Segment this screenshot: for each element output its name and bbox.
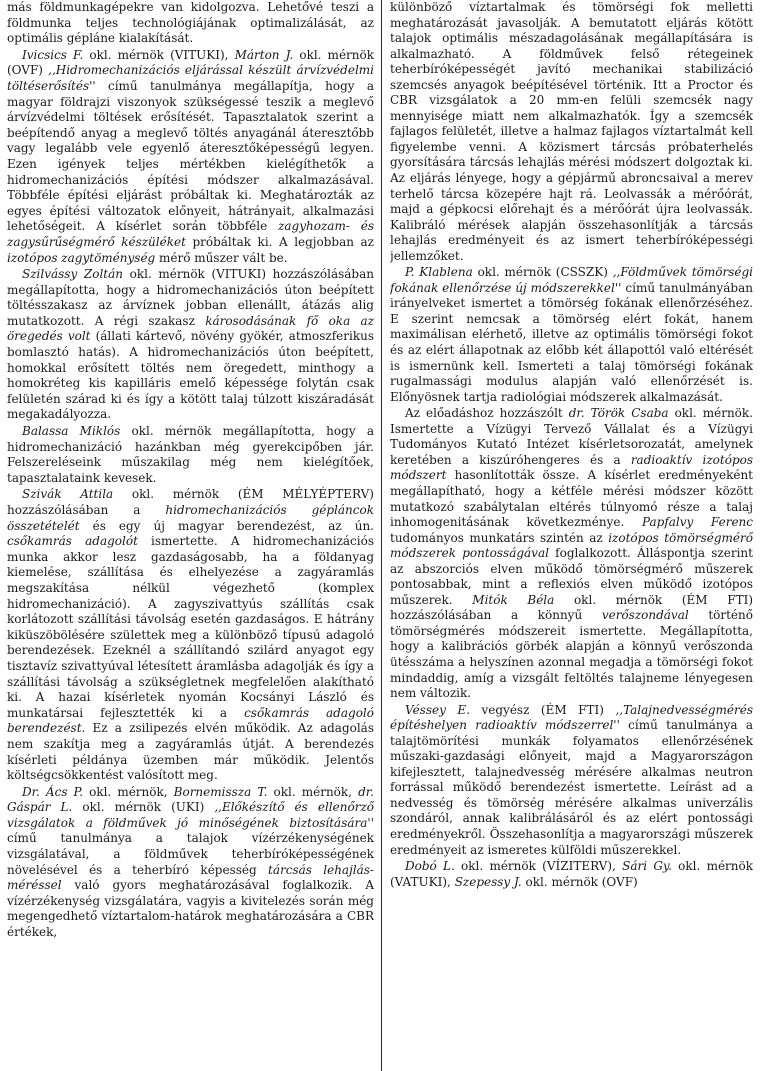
paragraph: Az előadáshoz hozzászólt dr. Török Csaba okl. mérnök. Ismertette a Vízügyi Tervező Vállalat és a Vízügyi Tudományos Kutató Intézet kísérletsorozatát, amelynek keretében a kiszúróhengeres és a radioaktív izotópos módszert hasonlították össze. A kísérlet eredményeként megállapítható, hogy a kétféle mérési módszer között mutatkozó szabálytalan eltérés túlnyomó része a talaj inhomogenitásának következménye. Papfalvy Ferenc tudományos munkatárs szintén az izotópos tömörségmérő módszerek pontosságával foglalkozott. Álláspontja szerint az abszorciós elven működő tömörségmérő műszerek pontosabbak, mint a reflexiós elven működő izotópos műszerek. Mitók Béla okl. mérnök (ÉM FTI) hozzászólásában a könnyű verőszondával történő tömörségmérés módszereit ismertette. Megállapította, hogy a kalibrációs görbék alapján a könnyű verőszonda ütésszáma a helyszínen azonnal megadja a tömörségi fokot mindaddig, amíg a vizsgált feltöltés talajneme lényegesen nem változik. (390, 406, 753, 701)
paragraph: Szivák Attila okl. mérnök (ÉM MÉLYÉPTERV) hozzászólásában a hidromechanizációs gépláncok összetételét és egy új magyar berendezést, az ún. csőkamrás adagolót ismertette. A hidromechanizációs munka akkor lesz gazdaságosabb, ha a földanyag kiemelése, szállítása és elhelyezése a zagyáramlás megszakítása nélkül végezhető (komplex hidromechanizáció). A zagyszivattyús szállítás csak korlátozott szállítási távolság esetén gazdaságos. E hátrány kiküszöbölésére születtek meg a különböző típusú adagoló berendezések. Ezeknél a szállítandó szilárd anyagot egy tisztavíz szivattyúval létesített áramlásba adagolják és így a szállítási távolság a szükségletnek megfelelően alakítható ki. A hazai kísérletek nyomán Kocsányi László és munkatársai fejlesztették ki a csőkamrás adagoló berendezést. Ez a zsilipezés elvén működik. Az adagolás nem szakítja meg a zagyáramlás útját. A berendezés kísérleti példánya üzemben már működik. Jelentős költségcsökkentést valósított meg. (7, 487, 374, 783)
paragraph: Véssey E. vegyész (ÉM FTI) ,,Talajnedvességmérés építéshelyen radioaktív módszerrel'' című tanulmánya a talajtömörítési munkák folyamatos ellenőrzésének műszaki-gazdasági előnyeit, majd a Magyarországon kifejlesztett, talajnedvesség mérésére alkalmas neutron forrással működő berendezést ismertette. Leírást ad a nedvesség és tömörség mérésére alkalmas univerzális szondáról, annak kalibrálásáról és az elért pontossági eredményekről. Összehasonlítja a magyarországi műszerek eredményeit az ismeretes külföldi műszerekkel. (390, 702, 753, 857)
paragraph: Dobó L. okl. mérnök (VÍZITERV), Sári Gy. okl. mérnök (VATUKI), Szepessy J. okl. mérnök (OVF) (390, 859, 753, 889)
right-column (390, 0, 753, 1071)
paragraph: Balassa Miklós okl. mérnök megállapította, hogy a hidromechanizáció hazánkban még gyerekcipőben jár. Felszereléseink műszakilag még nem kielégítőek, tapasztalataink kevesek. (7, 424, 374, 485)
column-divider (381, 0, 382, 1071)
paragraph: Dr. Ács P. okl. mérnök, Bornemissza T. okl. mérnök, dr. Gáspár L. okl. mérnök (UKI) ,,Előkészítő és ellenőrző vizsgálatok a földművek jó minőségének biztosítására'' című tanulmánya a talajok vízérzékenységének vizsgálatával, a földművek teherbíróképességének növelésével és a teherbíró képesség tárcsás lehajlás-méréssel való gyors meghatározásával foglalkozik. A vízérzékenység vizsgálatára, vagyis a kivitelezés során még megengedhető víztartalom-határok meghatározására a CBR értékek, (7, 784, 374, 940)
paragraph: Ivicsics F. okl. mérnök (VITUKI), Márton J. okl. mérnök (OVF) ,,Hidromechanizációs eljárással készült árvízvédelmi töltéserősítés'' című tanulmánya megállapítja, hogy a magyar földrajzi viszonyok szükségessé teszik a meglevő árvízvédelmi töltések erősítését. Tapasztalatok szerint a beépítendő anyag a meglevő töltés anyagánál áteresztőbb vagy legalább vele egyenlő áteresztőképességű legyen. Ezen igények teljes mértékben kielégíthetők a hidromechanizációs építési módszer alkalmazásával. Többféle építési eljárást próbáltak ki. Meghatározták az egyes építési változatok előnyeit, hátrányait, alkalmazási lehetőségeit. A kísérlet során többféle zagyhozam- és zagysűrűségmérő készüléket próbáltak ki. A legjobban az izotópos zagytöménység mérő műszer vált be. (7, 47, 374, 265)
left-column (7, 0, 374, 1071)
paragraph: P. Klablena okl. mérnök (CSSZK) ,,Földművek tömörségi fokának ellenőrzése új módszerekkel'' című tanulmányában irányelveket ismertet a tömörség fokának ellenőrzéséhez. E szerint nemcsak a tömörség elért fokát, hanem maximálisan elérhető, illetve az optimális tömörségi fokot és az elért állapotnak az előbb két állapottól való eltérését is ismernünk kell. Ismerteti a talaj tömörségi fokának rugalmassági modulus alapján való ellenőrzését is. Előnyösnek tartja radiológiai módszerek alkalmazását. (390, 265, 753, 404)
paragraph: különböző víztartalmak és tömörségi fok melletti meghatározását javasolják. A bemutatott eljárás kötött talajok optimális mészadagolásának megállapítására is alkalmazható. A földművek felső rétegeinek teherbíróképességét javító mechanikai stabilizáció szemcsés anyagok beépítésével történik. Itt a Proctor és CBR vizsgálatok a 20 mm-en felüli szemcsék nagy mennyisége miatt nem alkalmazhatók. Így a szemcsék fajlagos felületét, illetve a halmaz fajlagos víztartalmát kell figyelembe venni. A közismert tárcsás próbaterhelés gyorsítására tárcsás lehajlás mérési módszert dolgoztak ki. Az eljárás lényege, hogy a gépjármű abroncsaival a merev terhelő tárcsa közepére hajt rá. Leolvassák a mérőórát, majd a gépkocsi előrehajt és a mérőórát újra leolvassák. Kalibráló mérések alapján összehasonlítják a tárcsás lehajlás eredményeit és az ismert teherbíróképességi jellemzőket. (390, 0, 753, 263)
paragraph: más földmunkagépekre van kidolgozva. Lehetővé teszi a földmunka teljes technológiájának optimalizálását, az optimális gépláne kialakítását. (7, 0, 374, 46)
paragraph: Szilvássy Zoltán okl. mérnök (VITUKI) hozzászólásában megállapította, hogy a hidromechanizációs úton beépített töltésszakasz az árvíznek jobban ellenállt, átázás alig mutatkozott. A régi szakasz károsodásának fő oka az öregedés volt (állati kártevő, növény gyökér, atmoszferikus bomlasztó hatás). A hidromechanizációs úton beépített, homokkal erősített töltés nem öregedett, minthogy a homokréteg kis kapilláris emelő képessége folytán csak felületén szárad ki és így a kötött talaj túlzott kiszáradását megakadályozza. (7, 267, 374, 422)
